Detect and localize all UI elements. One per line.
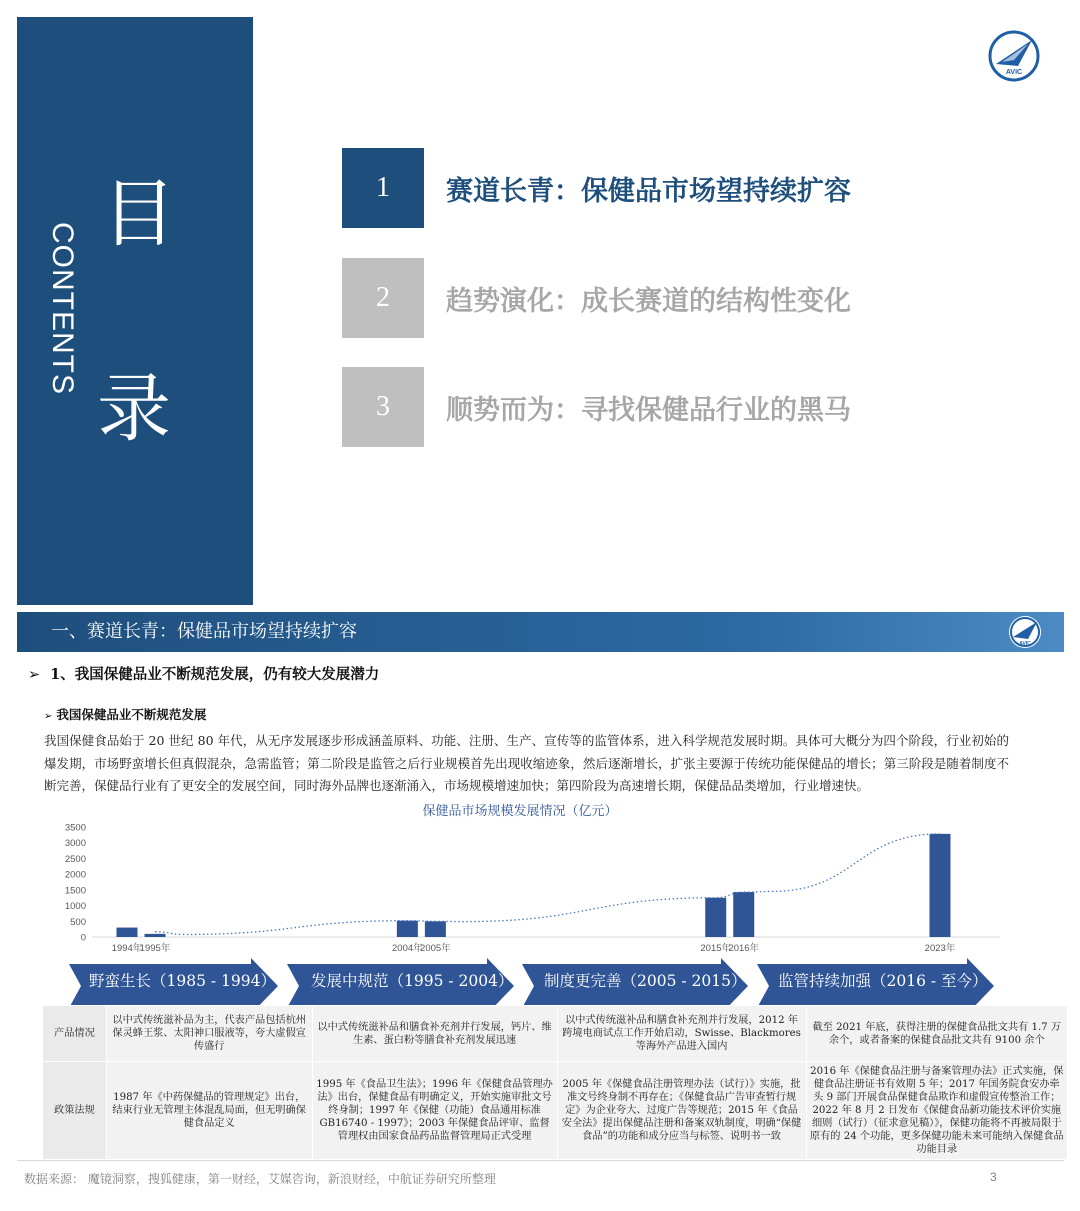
avic-logo-text: AVIC (1005, 69, 1023, 76)
stage-label-1: 野蛮生长（1985 - 1994） (89, 972, 276, 990)
table-row-product (43, 1006, 1068, 1062)
bar-2015年 (705, 898, 726, 937)
table-cell: 以中式传统滋补品为主，代表产品包括杭州保灵蜂王浆、太阳神口服液等，夸大虚假宣传盛行 (106, 1006, 312, 1062)
table-cell: 以中式传统滋补品和膳食补充剂并行发展，2012 年跨境电商试点工作开始启动，Swisse、Blackmores 等海外产品进入国内 (557, 1006, 806, 1062)
chart-title: 保健品市场规模发展情况（亿元） (422, 804, 618, 819)
table-row-policy (43, 1062, 1068, 1160)
x-tick-label: 1995年 (139, 943, 171, 954)
contents-english-label (29, 222, 89, 395)
bar-2004年 (397, 921, 418, 937)
arrow-bullet-icon: ➢ (28, 667, 41, 683)
toc-item-2-number: 2 (342, 258, 424, 338)
heading-level-1 (28, 663, 379, 684)
table-row-head: 产品情况 (43, 1006, 107, 1062)
y-tick-label: 3000 (64, 838, 86, 850)
toc-item-1-title: 赛道长青：保健品市场望持续扩容 (446, 175, 851, 207)
toc-item-2-title: 趋势演化：成长赛道的结构性变化 (446, 285, 851, 317)
x-tick-label: 2016年 (728, 943, 760, 954)
toc-item-2[interactable] (342, 258, 942, 338)
section-banner (17, 612, 1064, 652)
heading-level-2 (44, 705, 206, 723)
x-tick-label: 1994年 (111, 943, 143, 954)
toc-item-1-number: 1 (342, 148, 424, 228)
trend-line (155, 834, 940, 935)
y-tick-label: 1500 (64, 885, 86, 897)
banner-logo-text: AVIC (1019, 641, 1031, 647)
heading-level-1-text: 1、我国保健品业不断规范发展，仍有较大发展潜力 (50, 666, 380, 683)
page-number: 3 (990, 1170, 997, 1184)
toc-item-3-number: 3 (342, 367, 424, 447)
bar-2023年 (930, 834, 951, 937)
footer-divider (17, 1160, 1064, 1161)
footer-source: 数据来源： 魔镜洞察，搜狐健康，第一财经，艾媒咨询，新浪财经，中航证券研究所整理 (24, 1172, 496, 1186)
section-title: 一、赛道长青：保健品市场望持续扩容 (51, 621, 357, 642)
heading-level-2-text: 我国保健品业不断规范发展 (56, 707, 207, 722)
contents-title-char-2: 录 (97, 366, 171, 452)
y-tick-label: 2000 (64, 869, 86, 881)
table-cell: 1995 年《食品卫生法》；1996 年《保健食品管理办法》出台，保健食品有明确定义，开始实施审批文号终身制；1997 年《保健（功能）食品通用标准 GB16740 - 1997》；2003 年保健食品评审、监督管理权由国家食品药品监督管理局正式受理 (312, 1062, 557, 1160)
bar-1995年 (145, 934, 166, 937)
table-cell: 2005 年《保健食品注册管理办法（试行）》实施，批准文号终身制不再存在；《保健食品广告审查暂行规定》为企业夸大、过度广告等规范；2015 年《食品安全法》提出保健品注册和备案双轨制度，明确“保健食品”的功能和成分应当与标签、说明书一致 (557, 1062, 806, 1160)
stage-label-3: 制度更完善（2005 - 2015） (544, 972, 747, 990)
y-tick-label: 0 (80, 932, 86, 944)
body-paragraph: 我国保健食品始于 20 世纪 80 年代，从无序发展逐步形成涵盖原料、功能、注册、生产、宣传等的监管体系，进入科学规范发展时期。具体可大概分为四个阶段，行业初始的爆发期，市场野蛮增长但真假混杂，急需监管；第二阶段是监管之后行业规模首先出现收缩迹象，然后逐渐增长，扩张主要源于传统功能保健品的增长；第三阶段是随着制度不断完善，保健品行业有了更安全的发展空间，同时海外品牌也逐渐涌入，市场规模增速加快；第四阶段为高速增长期，保健品品类增加，行业增速快。 (44, 733, 1009, 793)
toc-item-1[interactable] (342, 148, 942, 228)
banner-avic-logo-icon (1008, 615, 1042, 649)
bar-1994年 (117, 928, 138, 937)
toc-item-3-title: 顺势而为：寻找保健品行业的黑马 (446, 394, 851, 426)
bar-2005年 (425, 921, 446, 937)
y-tick-label: 1000 (64, 901, 86, 913)
table-cell: 以中式传统滋补品和膳食补充剂并行发展，钙片、维生素、蛋白粉等膳食补充剂发展迅速 (312, 1006, 557, 1062)
contents-panel (17, 17, 253, 605)
avic-logo-icon (988, 30, 1040, 82)
table-cell: 2016 年《保健食品注册与备案管理办法》正式实施，保健食品注册证书有效期 5 年；2017 年国务院食安办牵头 9 部门开展食品保健食品欺诈和虚假宣传整治工作；2022 年 8 月 2 日发布《保健食品新功能技术评价实施细则（试行）（征求意见稿）》，保健功能将不再被局限于原有的 24 个功能，更多保健功能未来可能纳入保健食品功能目录 (806, 1062, 1067, 1160)
table-cell: 1987 年《中药保健品的管理规定》出台，结束行业无管理主体混乱局面，但无明确保健食品定义 (106, 1062, 312, 1160)
toc-item-3[interactable] (342, 367, 942, 447)
stage-label-4: 监管持续加强（2016 - 至今） (778, 972, 988, 990)
contents-english-text: CONTENTS (46, 222, 79, 395)
x-tick-label: 2005年 (420, 943, 451, 954)
y-tick-label: 500 (70, 916, 86, 928)
market-size-chart (40, 815, 1040, 960)
x-tick-label: 2004年 (392, 943, 423, 954)
y-tick-label: 3500 (64, 822, 86, 834)
table-row-head: 政策法规 (43, 1062, 107, 1160)
bar-2016年 (733, 892, 754, 937)
arrow-bullet-small-icon: ➢ (44, 711, 53, 722)
x-tick-label: 2023年 (924, 943, 956, 954)
stage-info-table (42, 1005, 1068, 1160)
stage-label-2: 发展中规范（1995 - 2004） (311, 972, 514, 990)
y-tick-label: 2500 (64, 853, 86, 865)
contents-title-char-1: 目 (102, 171, 176, 257)
x-tick-label: 2015年 (700, 943, 732, 954)
table-cell: 截至 2021 年底，获得注册的保健食品批文共有 1.7 万余个，或者备案的保健食品批文共有 9100 余个 (806, 1006, 1067, 1062)
